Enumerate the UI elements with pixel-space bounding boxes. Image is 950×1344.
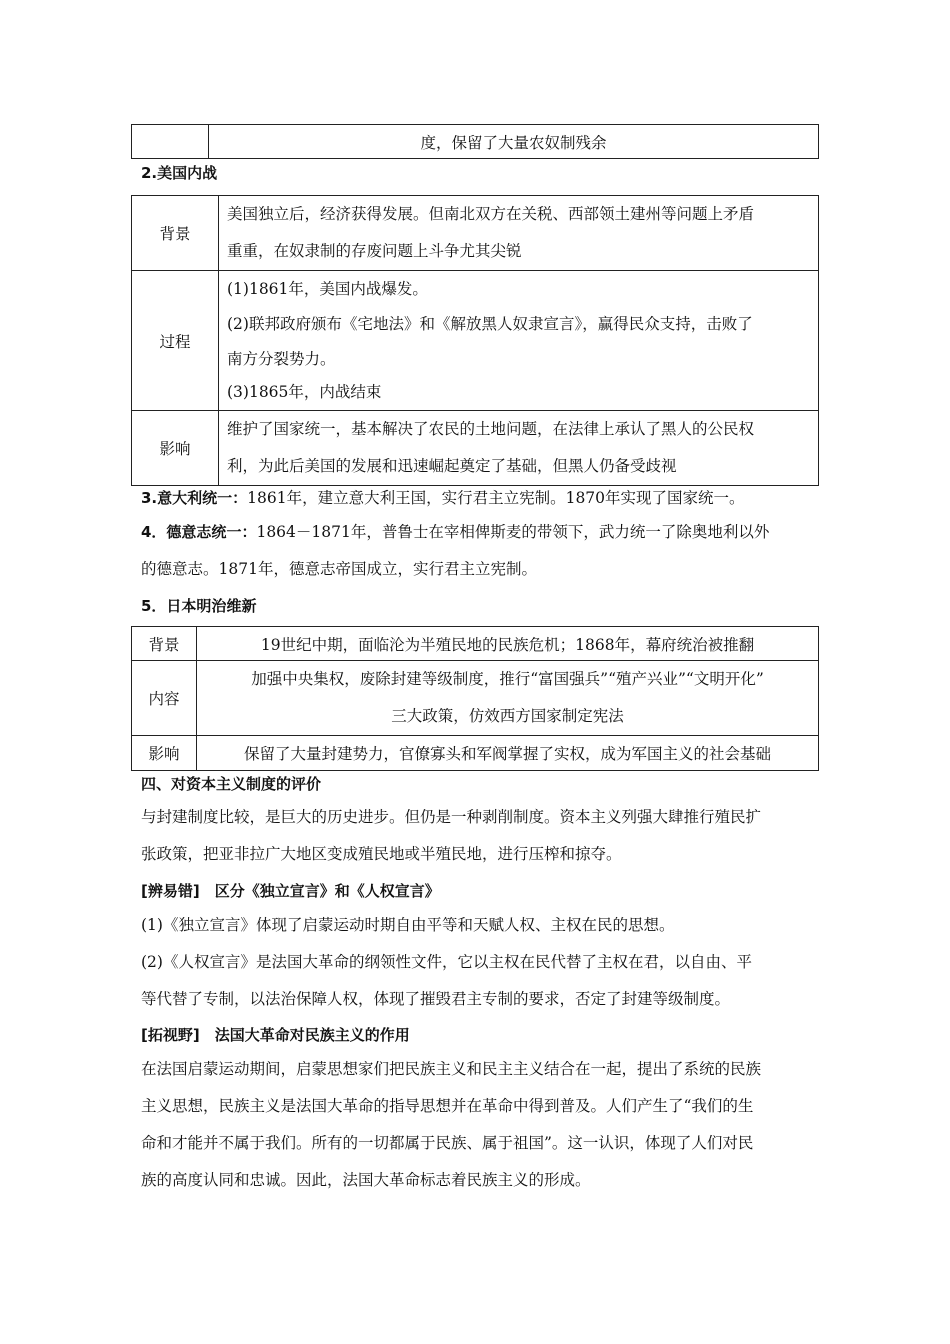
paragraph-line: 主义思想，民族主义是法国大革命的指导思想并在革命中得到普及。人们产生了“我们的生 (141, 1097, 754, 1115)
row-label: 背景 (132, 196, 219, 271)
bianyicuo-title: [辨易错] 区分《独立宣言》和《人权宣言》 (141, 882, 440, 900)
row-label: 影响 (132, 736, 197, 771)
content-line: (2)联邦政府颁布《宅地法》和《解放黑人奴隶宣言》，赢得民众支持，击败了 (227, 314, 753, 333)
section-title-germany: 4．德意志统一： (141, 523, 257, 541)
paragraph-line: 与封建制度比较，是巨大的历史进步。但仍是一种剥削制度。资本主义列强大肆推行殖民扩 (141, 808, 762, 826)
bianyicuo-paragraph (141, 907, 819, 1018)
row-content: 保留了大量封建势力，官僚寡头和军阀掌握了实权，成为军国主义的社会基础 (197, 736, 819, 771)
paragraph-line: 在法国启蒙运动期间，启蒙思想家们把民族主义和民主主义结合在一起，提出了系统的民族 (141, 1060, 762, 1078)
content-line: 三大政策，仿效西方国家制定宪法 (391, 707, 624, 725)
content-line: 维护了国家统一，基本解决了农民的土地问题，在法律上承认了黑人的公民权 (227, 420, 755, 438)
evaluation-paragraph (141, 799, 819, 873)
germany-text-line: 的德意志。1871年，德意志帝国成立，实行君主立宪制。 (141, 560, 537, 578)
row-content (197, 661, 819, 736)
table-row (132, 125, 819, 159)
meiji-restoration-table (131, 626, 819, 771)
row-label: 背景 (132, 627, 197, 661)
row-content (219, 196, 819, 271)
row-label: 过程 (132, 271, 219, 411)
content-line: (1)1861年，美国内战爆发。 (227, 279, 428, 298)
paragraph-line: 族的高度认同和忠诚。因此，法国大革命标志着民族主义的形成。 (141, 1171, 591, 1189)
germany-text-line: 1864－1871年，普鲁士在宰相俾斯麦的带领下，武力统一了除奥地利以外 (256, 523, 770, 541)
paragraph-line: 等代替了专制，以法治保障人权，体现了摧毁君主专制的要求，否定了封建等级制度。 (141, 990, 731, 1008)
content-line: 南方分裂势力。 (227, 349, 336, 368)
section-title-meiji: 5．日本明治维新 (141, 597, 257, 615)
row-label: 影响 (132, 411, 219, 486)
italy-unification-paragraph (141, 480, 819, 517)
tuoshiye-title: [拓视野] 法国大革命对民族主义的作用 (141, 1026, 410, 1044)
empty-label-cell (132, 125, 209, 159)
table-row (132, 627, 819, 661)
content-line: 利，为此后美国的发展和迅速崛起奠定了基础，但黑人仍备受歧视 (227, 457, 677, 475)
content-line: 美国独立后，经济获得发展。但南北双方在关税、西部领土建州等问题上矛盾 (227, 205, 755, 223)
paragraph-line: (2)《人权宣言》是法国大革命的纲领性文件，它以主权在民代替了主权在君，以自由、平 (141, 953, 752, 971)
american-civil-war-table (131, 195, 819, 486)
tuoshiye-paragraph (141, 1051, 819, 1199)
paragraph-line: 张政策，把亚非拉广大地区变成殖民地或半殖民地，进行压榨和掠夺。 (141, 845, 622, 863)
content-line: (3)1865年，内战结束 (227, 382, 382, 401)
table-row (132, 411, 819, 486)
table-row (132, 271, 819, 411)
paragraph-line: 命和才能并不属于我们。所有的一切都属于民族、属于祖国”。这一认识，体现了人们对民 (141, 1134, 754, 1152)
content-line: 加强中央集权，废除封建等级制度，推行“富国强兵”“殖产兴业”“文明开化” (251, 670, 764, 688)
section-title-evaluation: 四、对资本主义制度的评价 (141, 775, 322, 793)
germany-unification-paragraph (141, 514, 819, 588)
paragraph-line: (1)《独立宣言》体现了启蒙运动时期自由平等和天赋人权、主权在民的思想。 (141, 916, 675, 934)
row-content (219, 271, 819, 411)
italy-text: 1861年，建立意大利王国，实行君主立宪制。1870年实现了国家统一。 (247, 489, 745, 507)
row-content: 19世纪中期，面临沦为半殖民地的民族危机；1868年，幕府统治被推翻 (197, 627, 819, 661)
section-title-american-civil-war: 2.美国内战 (141, 164, 218, 182)
row-label: 内容 (132, 661, 197, 736)
section-title-italy: 3.意大利统一： (141, 489, 248, 507)
continuation-table (131, 124, 819, 159)
row-content (219, 411, 819, 486)
table-row (132, 196, 819, 271)
table-row (132, 661, 819, 736)
content-line: 重重，在奴隶制的存废问题上斗争尤其尖锐 (227, 242, 522, 260)
content-cell: 度，保留了大量农奴制残余 (209, 125, 819, 159)
